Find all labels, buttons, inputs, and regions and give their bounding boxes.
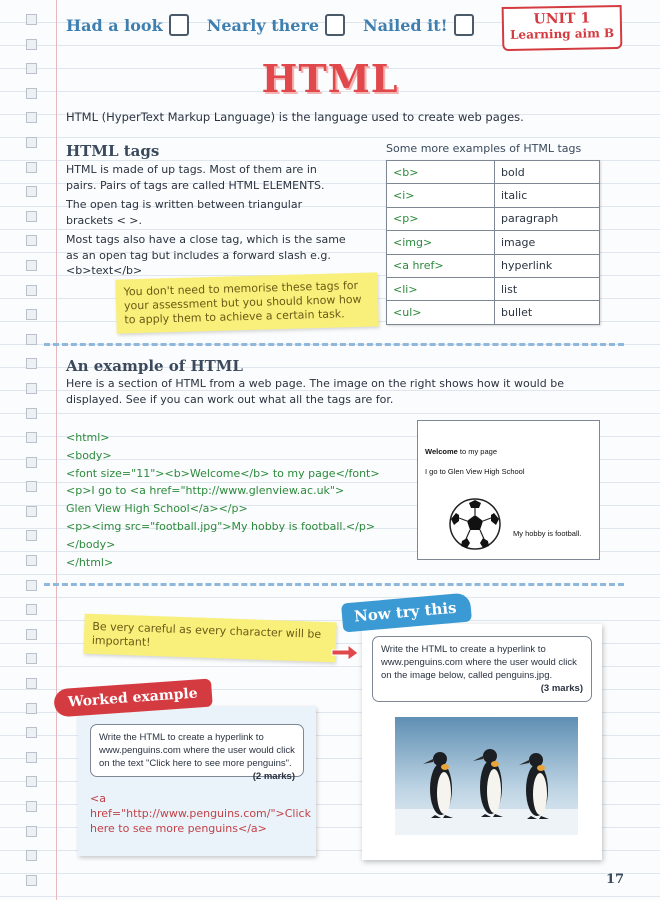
binder-hole <box>26 211 37 222</box>
binder-hole <box>26 801 37 812</box>
code-line: Glen View High School</a></p> <box>66 502 248 516</box>
table-row <box>387 301 600 324</box>
binder-hole <box>26 457 37 468</box>
meaning-cell: italic <box>495 184 600 207</box>
preview-welcome <box>425 447 497 456</box>
tags-paragraph: HTML is made of up tags. Most of them are in pairs. Pairs of tags are called HTML ELEMENTS. <box>66 163 325 192</box>
binder-hole <box>26 530 37 541</box>
now-try-task: Write the HTML to create a hyperlink to www.penguins.com where the user would click on the image below, called penguins.jpg. <box>381 644 577 681</box>
binder-hole <box>26 162 37 173</box>
margin-line <box>56 0 57 900</box>
now-try-card <box>362 624 602 860</box>
meaning-cell: bullet <box>495 301 600 324</box>
assess-nearly-there <box>207 14 345 36</box>
tag-table <box>386 160 600 325</box>
tag-cell: <p> <box>387 207 495 230</box>
html-code-block <box>66 429 416 571</box>
binder-hole <box>26 752 37 763</box>
tags-text <box>66 162 346 283</box>
section-divider <box>44 343 624 346</box>
meaning-cell: bold <box>495 161 600 184</box>
section-divider <box>44 583 624 586</box>
binder-hole <box>26 875 37 886</box>
table-row <box>387 161 600 184</box>
binder-hole <box>26 137 37 148</box>
careful-note: Be very careful as every character will be important! <box>83 614 336 663</box>
worked-example-banner: Worked example <box>53 679 212 718</box>
meaning-cell: hyperlink <box>495 254 600 277</box>
nearly-there-checkbox[interactable] <box>325 14 345 36</box>
tags-heading: HTML tags <box>66 142 160 160</box>
assess-nailed-it <box>363 14 474 36</box>
now-try-marks: (3 marks) <box>540 683 583 694</box>
worked-marks: (2 marks) <box>252 771 295 782</box>
table-row <box>387 254 600 277</box>
worked-example-card <box>78 706 316 856</box>
table-row <box>387 207 600 230</box>
rendered-preview <box>417 420 600 560</box>
worked-task: Write the HTML to create a hyperlink to www.penguins.com where the user would click on the text "Click here to see more penguins". <box>99 732 295 769</box>
unit-title: UNIT 1 <box>533 10 591 28</box>
unit-badge <box>502 5 623 51</box>
binder-hole <box>26 334 37 345</box>
preview-welcome-bold: Welcome <box>425 447 458 456</box>
meaning-cell: paragraph <box>495 207 600 230</box>
binder-hole <box>26 776 37 787</box>
page-title: HTML <box>261 56 399 101</box>
code-line: <font size="11"><b>Welcome</b> to my page</font> <box>66 466 380 480</box>
example-intro: Here is a section of HTML from a web page. The image on the right shows how it would be displayed. See if you can work out what all the tags are for. <box>66 377 564 406</box>
binder-hole <box>26 112 37 123</box>
binder-hole <box>26 481 37 492</box>
tag-cell: <i> <box>387 184 495 207</box>
table-row <box>387 231 600 254</box>
now-try-banner: Now try this <box>341 592 472 632</box>
binder-hole <box>26 555 37 566</box>
code-line: <body> <box>66 448 112 462</box>
binder-hole <box>26 285 37 296</box>
binder-hole <box>26 186 37 197</box>
binder-hole <box>26 703 37 714</box>
assess-label: Had a look <box>66 15 163 35</box>
assess-had-a-look <box>66 14 189 36</box>
binder-hole <box>26 727 37 738</box>
binder-hole <box>26 629 37 640</box>
now-try-task-box <box>372 636 592 702</box>
tag-cell: <a href> <box>387 254 495 277</box>
memorise-note: You don't need to memorise these tags for your assessment but you should know how to apply them to achieve a certain task. <box>115 272 378 333</box>
assessment-checklist <box>66 14 474 36</box>
binder-hole <box>26 826 37 837</box>
intro-text: HTML (HyperText Markup Language) is the language used to create web pages. <box>66 110 524 124</box>
nailed-it-checkbox[interactable] <box>454 14 474 36</box>
code-line: </html> <box>66 555 114 569</box>
binder-hole <box>26 604 37 615</box>
code-line: </body> <box>66 537 116 551</box>
preview-welcome-rest: to my page <box>457 447 497 456</box>
page-number: 17 <box>606 872 625 887</box>
unit-subtitle: Learning aim B <box>509 26 615 42</box>
code-line: <p>I go to <a href="http://www.glenview.ac.uk"> <box>66 484 345 498</box>
code-line: <p><img src="football.jpg">My hobby is football.</p> <box>66 519 376 533</box>
binder-hole <box>26 580 37 591</box>
binder-hole <box>26 678 37 689</box>
binder-hole <box>26 358 37 369</box>
binder-hole <box>26 383 37 394</box>
assess-label: Nearly there <box>206 15 320 35</box>
binder-hole <box>26 850 37 861</box>
preview-school-link[interactable]: I go to Glen View High School <box>425 467 525 476</box>
binder-hole <box>26 432 37 443</box>
worked-answer: <a href="http://www.penguins.com/">Click here to see more penguins</a> <box>90 792 311 835</box>
binder-holes <box>26 14 38 899</box>
example-heading: An example of HTML <box>66 357 243 375</box>
had-a-look-checkbox[interactable] <box>169 14 189 36</box>
meaning-cell: list <box>495 277 600 300</box>
arrow-right-icon <box>330 642 360 662</box>
binder-hole <box>26 408 37 419</box>
assess-label: Nailed it! <box>363 15 448 35</box>
football-icon <box>448 497 502 551</box>
worked-task-box <box>90 724 304 782</box>
binder-hole <box>26 14 37 25</box>
binder-hole <box>26 309 37 320</box>
tags-paragraph: The open tag is written between triangular brackets < >. <box>66 198 303 227</box>
tag-cell: <li> <box>387 277 495 300</box>
penguins-image <box>395 717 578 835</box>
tag-cell: <img> <box>387 231 495 254</box>
binder-hole <box>26 235 37 246</box>
binder-hole <box>26 39 37 50</box>
table-caption: Some more examples of HTML tags <box>386 142 582 155</box>
code-line: <html> <box>66 431 110 444</box>
meaning-cell: image <box>495 231 600 254</box>
table-row <box>387 277 600 300</box>
binder-hole <box>26 260 37 271</box>
tags-paragraph: Most tags also have a close tag, which is the same as an open tag but includes a forward slash e.g. <b>text</b> <box>66 233 346 277</box>
binder-hole <box>26 653 37 664</box>
tag-cell: <ul> <box>387 301 495 324</box>
preview-hobby: My hobby is football. <box>513 529 582 538</box>
tag-cell: <b> <box>387 161 495 184</box>
table-row <box>387 184 600 207</box>
binder-hole <box>26 506 37 517</box>
